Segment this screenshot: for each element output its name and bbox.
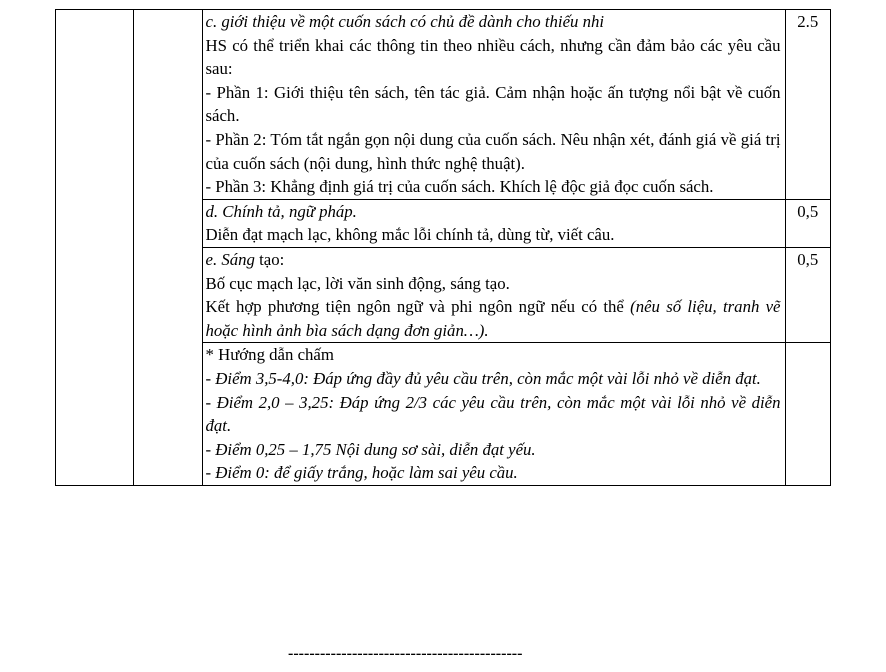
- grading-guide-heading: * Hướng dẫn chấm: [205, 345, 334, 365]
- score-cell: 0,5: [785, 247, 830, 342]
- score-cell: [785, 343, 830, 486]
- rubric-table: [55, 9, 831, 486]
- criteria-text: - Phần 3: Khẳng định giá trị của cuốn sách. Khích lệ độc giả đọc cuốn sách.: [205, 177, 714, 197]
- criteria-text: Bố cục mạch lạc, lời văn sinh động, sáng tạo.: [205, 273, 510, 293]
- score-cell: 2.5: [785, 10, 830, 200]
- criteria-text: - Phần 1: Giới thiệu tên sách, tên tác giả. Cảm nhận hoặc ấn tượng nổi bật về cuốn sách.: [205, 82, 781, 126]
- criteria-heading-italic: e. Sáng: [205, 249, 255, 269]
- grading-guide-item: - Điểm 3,5-4,0: Đáp ứng đầy đủ yêu cầu trên, còn mắc một vài lỗi nhỏ về diễn đạt.: [205, 368, 761, 388]
- empty-cell: [133, 10, 202, 486]
- criteria-heading-rest: tạo:: [254, 249, 285, 269]
- combo-plain-text: Kết hợp phương tiện ngôn ngữ và phi ngôn ngữ nếu có thể: [205, 297, 631, 317]
- end-divider: --------------------------------------------: [288, 645, 523, 662]
- score-cell: 0,5: [785, 199, 830, 247]
- criteria-heading: c. giới thiệu về một cuốn sách có chủ đề dành cho thiếu nhi: [205, 12, 605, 31]
- empty-cell: [56, 10, 134, 486]
- grading-guide-item: - Điểm 2,0 – 3,25: Đáp ứng 2/3 các yêu cầu trên, còn mắc một vài lỗi nhỏ về diễn đạt.: [205, 392, 781, 436]
- criteria-text: HS có thể triển khai các thông tin theo nhiều cách, nhưng cần đảm bảo các yêu cầu sau:: [205, 35, 781, 79]
- combo-italic-text: (nêu số liệu, tranh vẽ hoặc hình ảnh bìa sách dạng đơn giản…).: [205, 297, 781, 340]
- criteria-heading: d. Chính tả, ngữ pháp.: [205, 201, 357, 221]
- grading-guide-item: - Điểm 0,25 – 1,75 Nội dung sơ sài, diễn đạt yếu.: [205, 439, 536, 459]
- criteria-cell: [202, 247, 785, 342]
- criteria-text: [206, 295, 781, 342]
- criteria-text: - Phần 2: Tóm tắt ngắn gọn nội dung của cuốn sách. Nêu nhận xét, đánh giá về giá trị của cuốn sách (nội dung, hình thức nghệ thuật).: [205, 129, 781, 173]
- criteria-cell: [202, 10, 785, 200]
- criteria-heading: [206, 248, 781, 272]
- grading-guide-item: - Điểm 0: để giấy trắng, hoặc làm sai yêu cầu.: [205, 463, 518, 483]
- criteria-cell: [202, 343, 785, 486]
- criteria-cell: [202, 199, 785, 247]
- table-row: [56, 10, 831, 200]
- criteria-text: Diễn đạt mạch lạc, không mắc lỗi chính tả, dùng từ, viết câu.: [205, 225, 615, 245]
